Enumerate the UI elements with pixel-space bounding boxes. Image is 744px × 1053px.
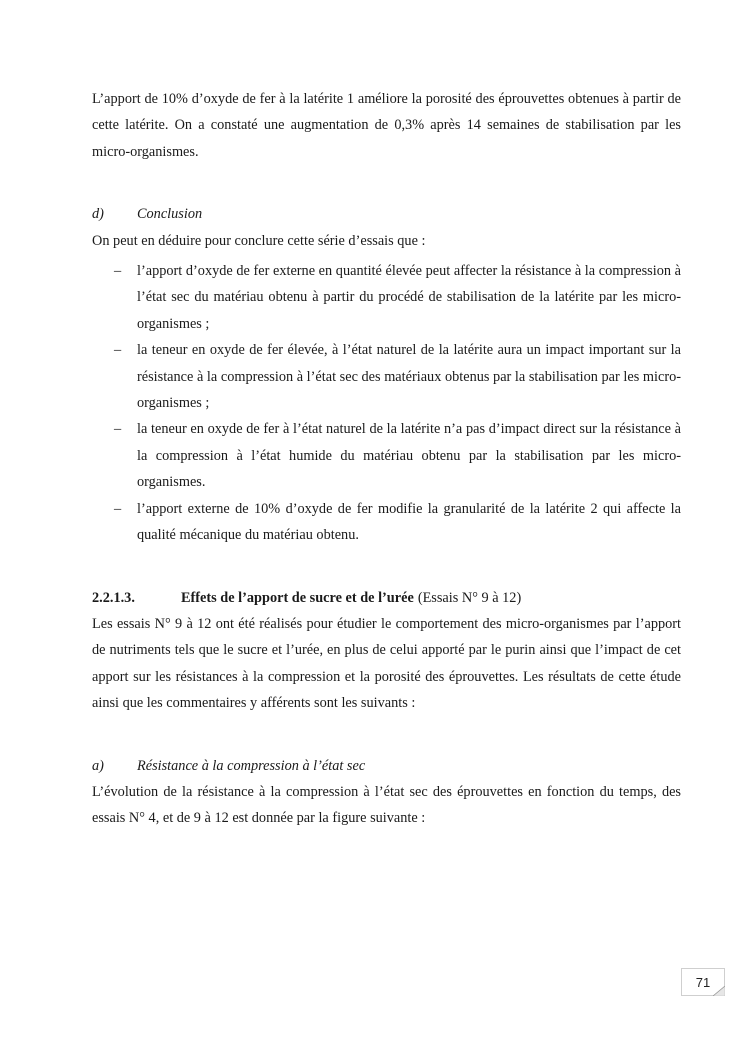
list-item: [92, 258, 681, 337]
section-heading: [92, 585, 681, 611]
section-subtitle: (Essais N° 9 à 12): [417, 589, 522, 606]
list-item-text: l’apport externe de 10% d’oxyde de fer modifie la granularité de la latérite 2 qui affecte la qualité mécanique du matériau obtenu.: [137, 500, 681, 544]
list-item-text: l’apport d’oxyde de fer externe en quantité élevée peut affecter la résistance à la compression à l’état sec du matériau obtenu à partir du procédé de stabilisation de la latérite par les micro-organismes ;: [137, 263, 681, 332]
subheading-a-title: Résistance à la compression à l’état sec: [137, 757, 366, 774]
list-item-text: la teneur en oxyde de fer élevée, à l’état naturel de la latérite aura un impact important sur la résistance à la compression à l’état sec des matériaux obtenus par la stabilisation par les micro-organismes ;: [137, 342, 681, 412]
page-curl-icon: [713, 986, 725, 996]
subheading-a: [92, 753, 681, 779]
subheading-a-number: a): [92, 757, 104, 774]
last-paragraph: L’évolution de la résistance à la compression à l’état sec des éprouvettes en fonction du temps, des essais N° 4, et de 9 à 12 est donnée par la figure suivante :: [92, 783, 681, 827]
page-number-box: [681, 968, 725, 996]
list-item-text: la teneur en oxyde de fer à l’état naturel de la latérite n’a pas d’impact direct sur la résistance à la compression à l’état humide du matériau obtenu par la stabilisation par les micro-organismes.: [137, 421, 681, 491]
conclusion-lead: On peut en déduire pour conclure cette série d’essais que :: [92, 232, 426, 249]
section-title: Effets de l’apport de sucre et de l’urée: [181, 589, 414, 606]
conclusion-heading: [92, 201, 681, 227]
intro-paragraph: L’apport de 10% d’oxyde de fer à la latérite 1 améliore la porosité des éprouvettes obtenues à partir de cette latérite. On a constaté une augmentation de 0,3% après 14 semaines de stabilisation par les micro-organismes.: [92, 91, 681, 160]
section-paragraph: Les essais N° 9 à 12 ont été réalisés pour étudier le comportement des micro-organismes par l’apport de nutriments tels que le sucre et l’urée, en plus de celui apporté par le purin ainsi que l’impact de cet apport sur les résistances à la compression et la porosité des éprouvettes. Les résultats de cette étude ainsi que les commentaires y afférents sont les suivants :: [92, 615, 681, 712]
bullet-dash: –: [114, 500, 122, 517]
conclusion-heading-title: Conclusion: [137, 206, 203, 223]
bullet-dash: –: [114, 263, 122, 280]
list-item: [92, 337, 681, 416]
page-number: 71: [695, 974, 711, 990]
conclusion-heading-number: d): [92, 206, 104, 223]
section-number: 2.2.1.3.: [92, 589, 135, 606]
conclusion-list: [92, 258, 681, 548]
list-item: [92, 416, 681, 495]
list-item: [92, 496, 681, 549]
page-body: [92, 86, 681, 832]
bullet-dash: –: [114, 342, 122, 359]
bullet-dash: –: [114, 421, 122, 438]
